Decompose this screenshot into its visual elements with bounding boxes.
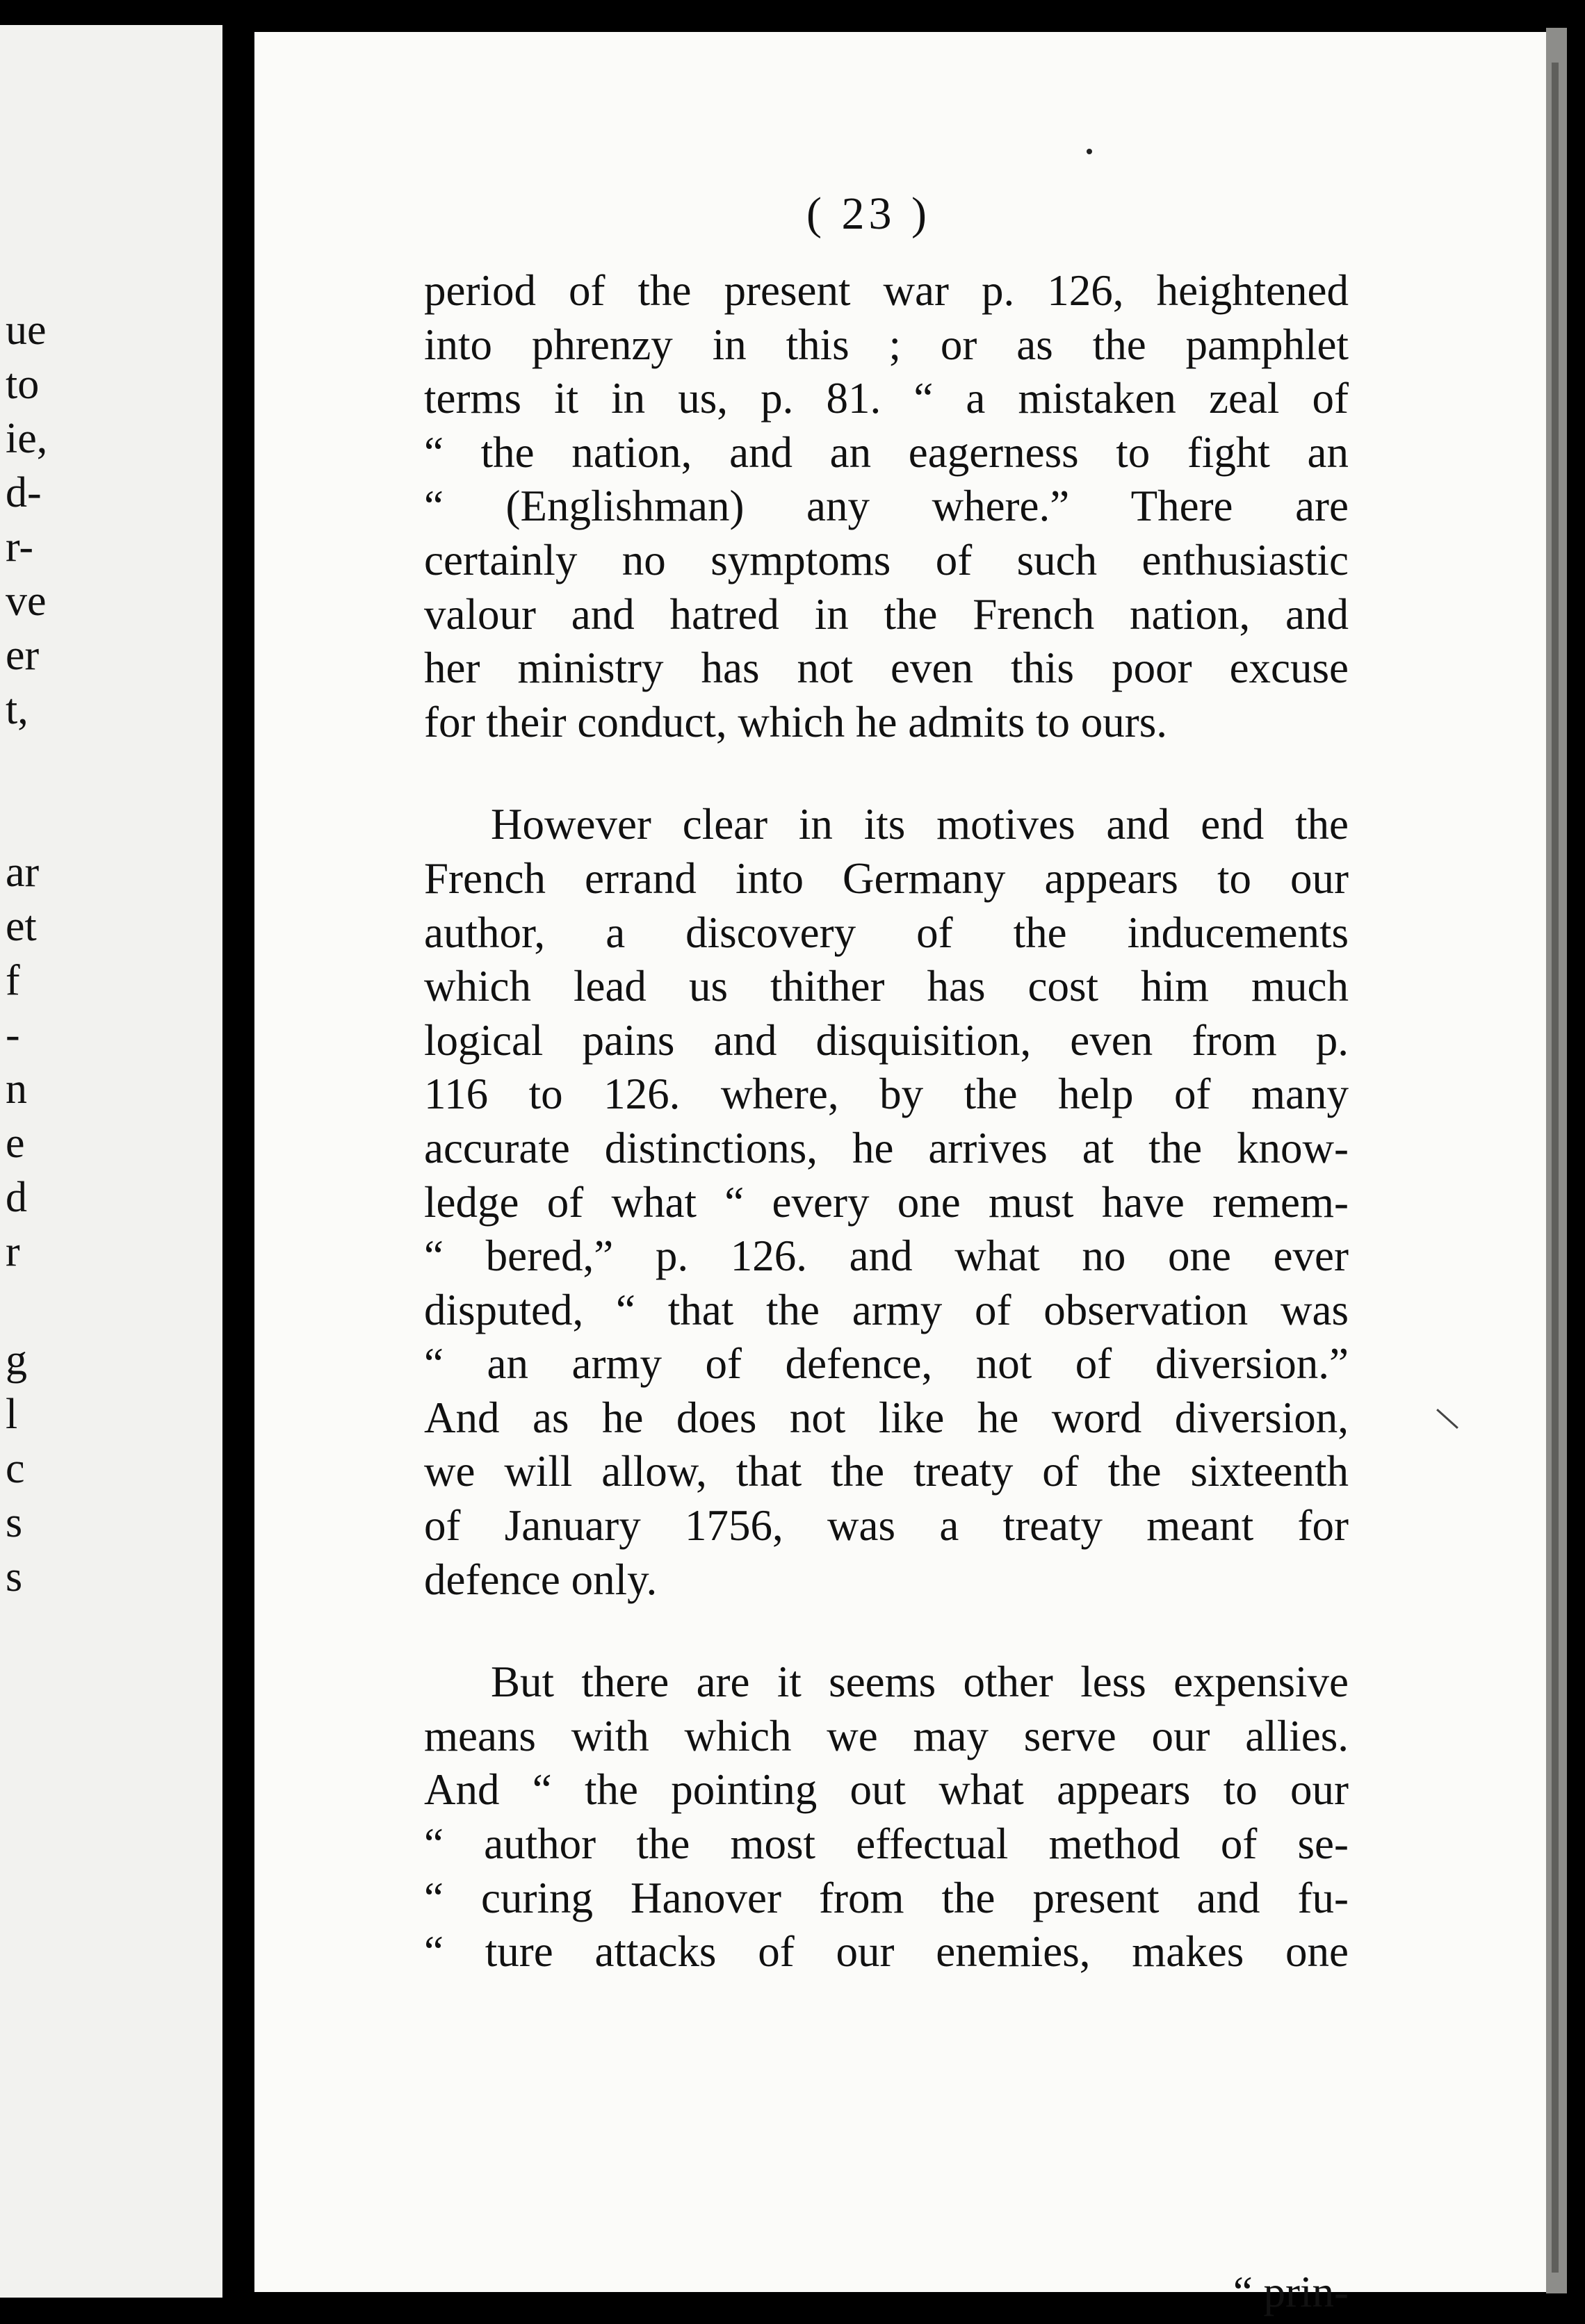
paragraph-gap: [424, 749, 1349, 798]
left-page-fragment: ar: [6, 849, 40, 896]
left-page-fragment: g: [6, 1336, 27, 1384]
text-line: “ curing Hanover from the present and fu-: [424, 1873, 1349, 1922]
left-page-fragment: ie,: [6, 415, 48, 462]
text-line: However clear in its motives and end the: [491, 800, 1349, 849]
left-page-fragment: et: [6, 903, 37, 950]
left-page-fragment: r-: [6, 523, 34, 571]
left-page-fragment: r: [6, 1228, 20, 1275]
left-page-fragment: l: [6, 1391, 18, 1438]
text-line: accurate distinctions, he arrives at the know-: [424, 1123, 1349, 1172]
text-line: logical pains and disquisition, even from p.: [424, 1015, 1349, 1065]
paragraph-2: [424, 798, 1349, 1607]
text-line: disputed, “ that the army of observation was: [424, 1285, 1349, 1334]
text-line: valour and hatred in the French nation, and: [424, 589, 1349, 639]
text-line: And “ the pointing out what appears to our: [424, 1765, 1349, 1815]
text-line: But there are it seems other less expensive: [491, 1658, 1349, 1707]
catchword-container: [424, 2266, 1349, 2321]
ink-speck: [1087, 149, 1092, 154]
paragraph-gap: [424, 1607, 1349, 1655]
left-page-fragment: ue: [6, 306, 47, 354]
text-line: “ ture attacks of our enemies, makes one: [424, 1927, 1349, 1977]
left-page-text-fragments: [6, 303, 61, 1604]
text-line: terms it in us, p. 81. “ a mistaken zeal of: [424, 374, 1349, 423]
text-line: period of the present war p. 126, heightened: [424, 266, 1349, 315]
text-line: for their conduct, which he admits to ours.: [424, 697, 1168, 746]
left-page-fragment: f: [6, 957, 20, 1004]
left-page-fragment: to: [6, 361, 40, 408]
text-line: 116 to 126. where, by the help of many: [424, 1070, 1349, 1119]
left-page-fragment: d-: [6, 469, 42, 516]
text-line: author, a discovery of the inducements: [424, 908, 1349, 957]
catchword: “ prin-: [1233, 2268, 1349, 2316]
left-page-fragment: [6, 737, 61, 791]
text-line: certainly no symptoms of such enthusiastic: [424, 535, 1349, 584]
text-line: means with which we may serve our allies.: [424, 1711, 1349, 1760]
left-page-fragment: e: [6, 1120, 25, 1167]
paragraph-1: [424, 264, 1349, 749]
text-line: “ (Englishman) any where.” There are: [424, 482, 1349, 531]
text-line: “ an army of defence, not of diversion.”: [424, 1339, 1349, 1389]
book-spine-gutter: [222, 0, 254, 2324]
text-line: “ bered,” p. 126. and what no one ever: [424, 1231, 1349, 1281]
left-page-fragment: t,: [6, 686, 29, 733]
text-line: her ministry has not even this poor excuse: [424, 644, 1349, 693]
paragraph-3: [424, 1655, 1349, 1979]
page-body-text: [424, 264, 1349, 1979]
left-page-fragment: s: [6, 1553, 23, 1601]
text-line: we will allow, that the treaty of the sixteenth: [424, 1447, 1349, 1496]
text-line: defence only.: [424, 1555, 658, 1604]
text-line: French errand into Germany appears to our: [424, 853, 1349, 903]
text-line: of January 1756, was a treaty meant for: [424, 1501, 1349, 1550]
left-page-fragment: s: [6, 1499, 23, 1546]
page-number: ( 23 ): [806, 188, 931, 239]
left-page-fragment: -: [6, 1011, 20, 1058]
text-line: which lead us thither has cost him much: [424, 962, 1349, 1011]
text-line: ledge of what “ every one must have remem-: [424, 1177, 1349, 1227]
left-page-fragment: er: [6, 632, 40, 679]
left-page-fragment: c: [6, 1445, 25, 1492]
page-edge-shadow: [1552, 63, 1559, 2273]
left-facing-page: [0, 25, 222, 2298]
left-page-fragment: d: [6, 1174, 27, 1221]
text-line: “ author the most effectual method of se-: [424, 1819, 1349, 1869]
text-line: “ the nation, and an eagerness to fight an: [424, 427, 1349, 477]
left-page-fragment: n: [6, 1065, 27, 1113]
left-page-fragment: ve: [6, 578, 47, 625]
left-page-fragment: [6, 1279, 61, 1333]
text-line: And as he does not like he word diversion,: [424, 1393, 1349, 1442]
left-page-fragment: [6, 791, 61, 845]
text-line: into phrenzy in this ; or as the pamphlet: [424, 320, 1349, 369]
